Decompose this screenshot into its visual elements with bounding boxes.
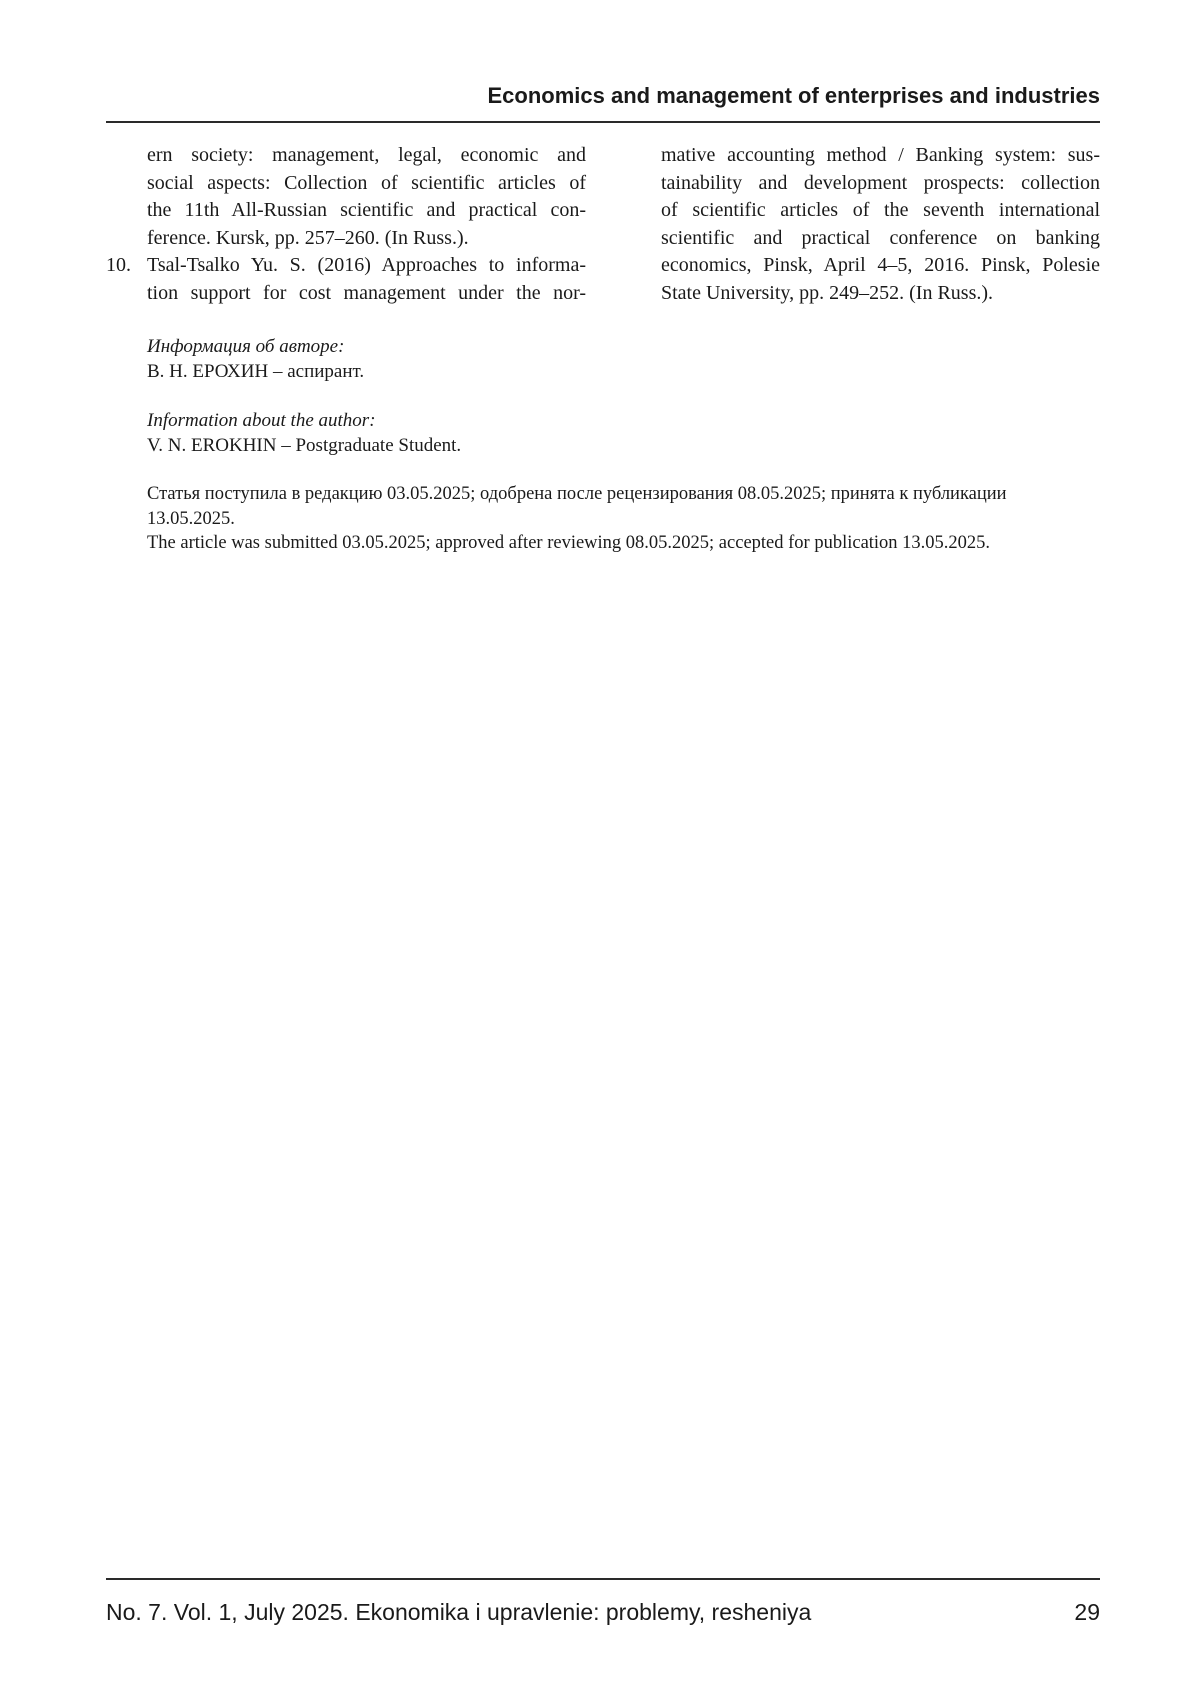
author-info-en (147, 408, 461, 458)
reference-10 (106, 252, 586, 307)
author-info-label: Информация об авторе: (147, 336, 345, 357)
article-dates-ru: Статья поступила в редакцию 03.05.2025; одобрена после рецензирования 08.05.2025; принята к публикации (147, 484, 1007, 504)
running-head: Economics and management of enterprises and industries (487, 83, 1100, 108)
reference-line: the 11th All-Russian scientific and practical con- (147, 199, 586, 221)
page-number: 29 (1074, 1599, 1100, 1625)
footer-journal: No. 7. Vol. 1, July 2025. Ekonomika i upravlenie: problemy, resheniya (106, 1599, 812, 1625)
reference-line: mative accounting method / Banking system: sus- (661, 144, 1100, 166)
reference-line: Tsal-Tsalko Yu. S. (2016) Approaches to informa- (147, 254, 586, 276)
reference-line: State University, pp. 249–252. (In Russ.). (661, 281, 994, 304)
reference-line: of scientific articles of the seventh international (661, 199, 1100, 221)
reference-line: economics, Pinsk, April 4–5, 2016. Pinsk, Polesie (661, 254, 1100, 276)
author-info-text: V. N. EROKHIN – Postgraduate Student. (147, 435, 462, 456)
references-right-column (661, 142, 1100, 307)
reference-line: ference. Kursk, pp. 257–260. (In Russ.). (147, 226, 469, 249)
reference-line: scientific and practical conference on banking (661, 226, 1100, 249)
reference-line: social aspects: Collection of scientific articles of (147, 171, 586, 194)
reference-line: ern society: management, legal, economic and (147, 144, 586, 166)
reference-line: tion support for cost management under the nor- (147, 281, 586, 304)
author-info-ru (147, 334, 364, 384)
reference-number: 10. (106, 254, 131, 276)
article-dates-en: The article was submitted 03.05.2025; approved after reviewing 08.05.2025; accepted for publication 13.05.2025. (147, 533, 991, 553)
footer-rule (106, 1578, 1100, 1580)
article-dates-ru-cont: 13.05.2025. (147, 508, 235, 529)
reference-line: tainability and development prospects: collection (661, 171, 1100, 194)
references-left-column (106, 142, 586, 307)
page-footer (106, 1597, 1100, 1627)
author-info-label: Information about the author: (147, 410, 376, 431)
author-info-text: В. Н. ЕРОХИН – аспирант. (147, 361, 365, 382)
article-dates (147, 482, 1100, 556)
header-rule (106, 121, 1100, 123)
reference-9-continuation (106, 142, 586, 252)
